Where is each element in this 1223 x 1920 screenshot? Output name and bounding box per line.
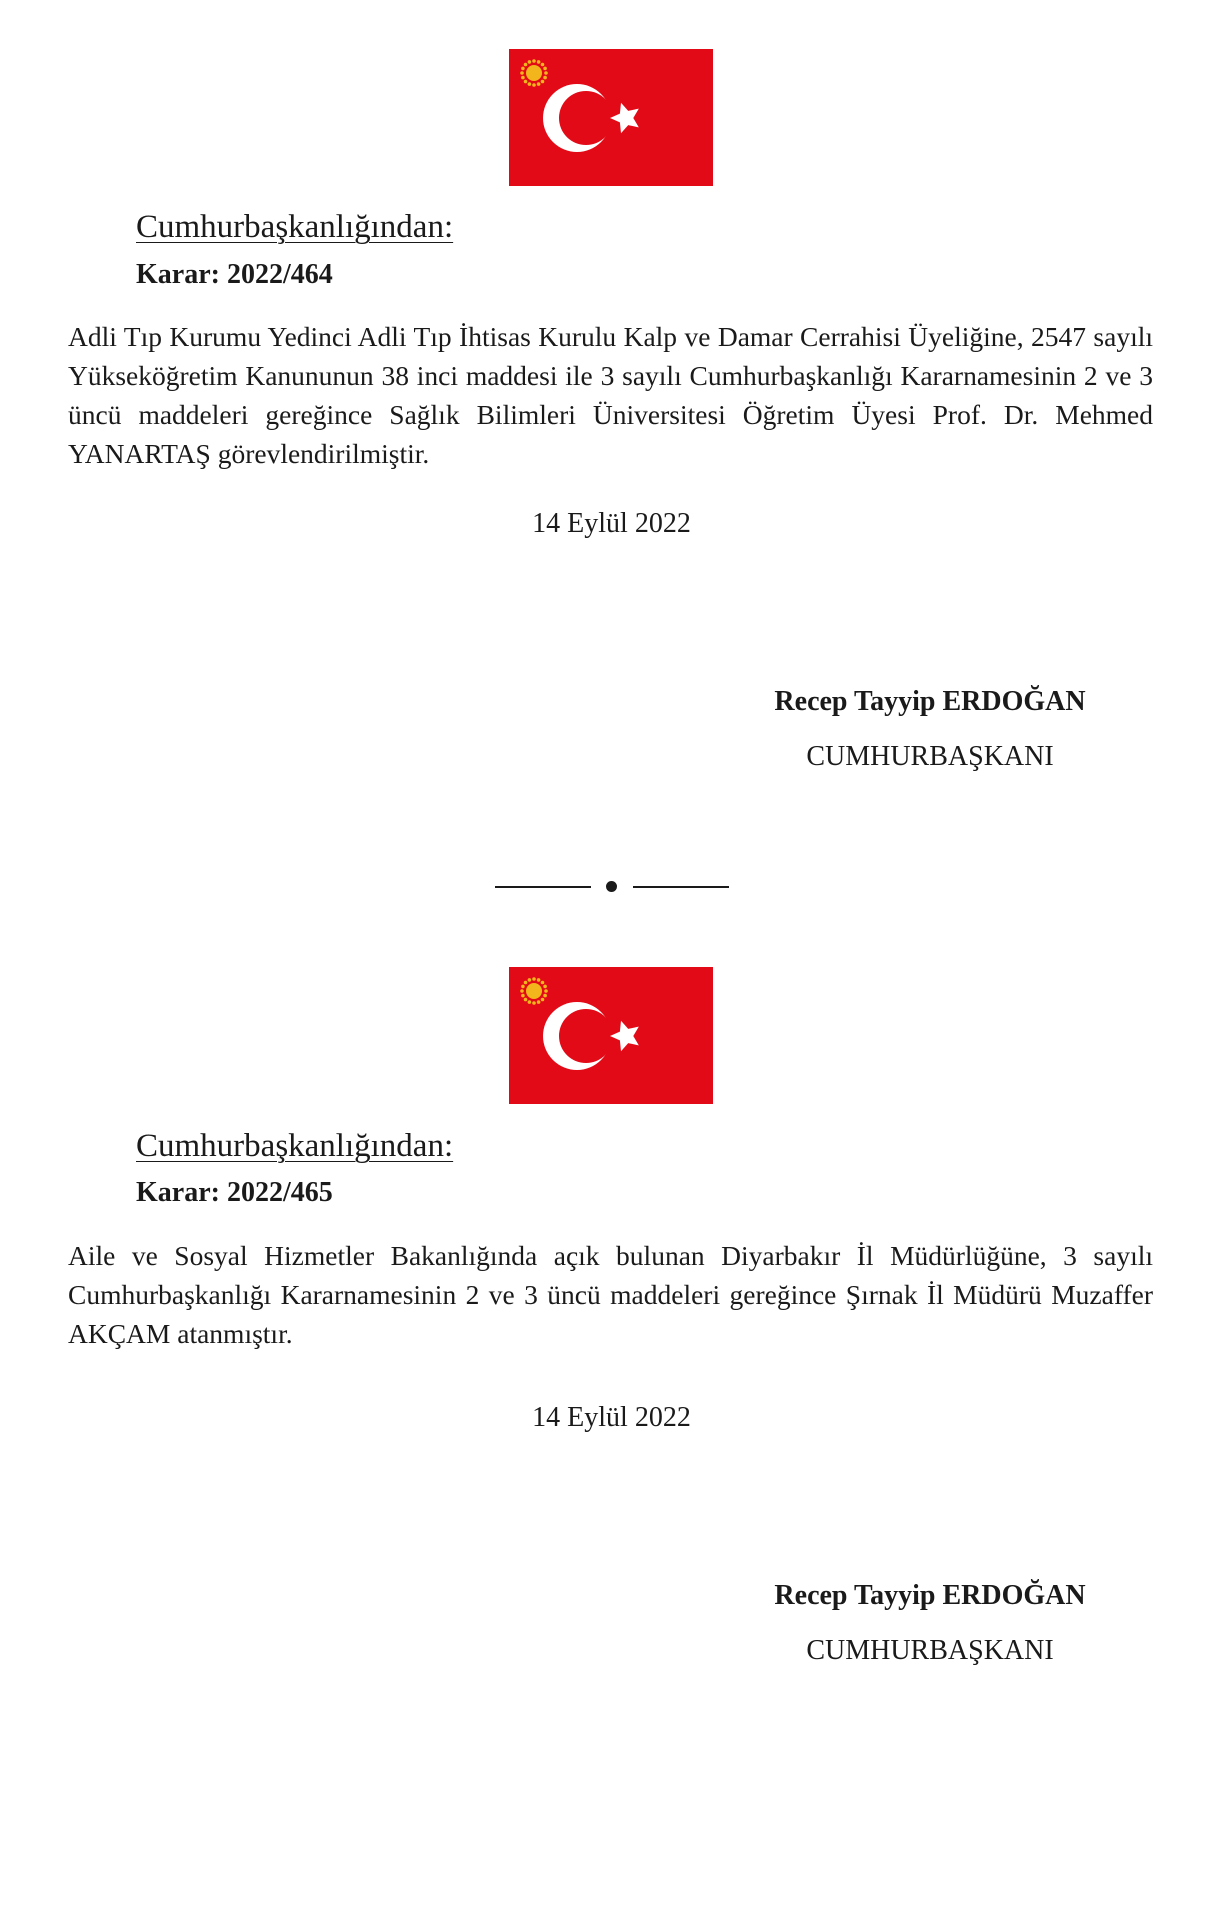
separator-line-right xyxy=(633,886,729,888)
emblem-star xyxy=(541,63,545,67)
emblem-star xyxy=(528,82,532,86)
emblem-star xyxy=(520,71,524,75)
emblem-star xyxy=(544,71,548,75)
separator-line-left xyxy=(495,886,591,888)
emblem-star xyxy=(528,978,532,982)
emblem-star xyxy=(541,80,545,84)
emblem-star xyxy=(537,978,541,982)
emblem-star xyxy=(537,60,541,64)
decision-date: 14 Eylül 2022 xyxy=(532,1402,691,1433)
signatory-title: CUMHURBAŞKANI xyxy=(806,741,1054,772)
emblem-star xyxy=(541,981,545,985)
emblem-star xyxy=(532,1001,536,1005)
emblem-star xyxy=(543,994,547,998)
emblem-star xyxy=(521,994,525,998)
emblem-star xyxy=(543,985,547,989)
emblem-star xyxy=(543,67,547,71)
emblem-star xyxy=(524,981,528,985)
emblem-star xyxy=(541,998,545,1002)
issuer-heading: Cumhurbaşkanlığından: xyxy=(136,1128,454,1164)
separator-dot xyxy=(606,881,617,892)
emblem-star xyxy=(524,80,528,84)
decision-number: Karar: 2022/464 xyxy=(136,259,333,290)
signatory-name: Recep Tayyip ERDOĞAN xyxy=(774,686,1086,717)
emblem-star xyxy=(521,985,525,989)
presidential-flag-icon xyxy=(509,49,713,186)
emblem-star xyxy=(532,83,536,87)
signatory-title: CUMHURBAŞKANI xyxy=(806,1635,1054,1666)
emblem-star xyxy=(544,989,548,993)
emblem-star xyxy=(524,998,528,1002)
presidential-flag-icon xyxy=(509,967,713,1104)
emblem-star xyxy=(532,59,536,63)
emblem-star xyxy=(521,67,525,71)
decision-body: Aile ve Sosyal Hizmetler Bakanlığında açık bulunan Diyarbakır İl Müdürlüğüne, 3 sayılı Cumhurbaşkanlığı Kararnamesinin 2 ve 3 üncü maddeleri gereğince Şırnak İl Müdürü Muzaffer AKÇAM atanmıştır. xyxy=(68,1240,1153,1349)
decision-number: Karar: 2022/465 xyxy=(136,1177,333,1208)
decision-date: 14 Eylül 2022 xyxy=(532,508,691,539)
emblem-star xyxy=(543,76,547,80)
emblem-star xyxy=(537,1000,541,1004)
emblem-star xyxy=(528,60,532,64)
signatory-name: Recep Tayyip ERDOĞAN xyxy=(774,1580,1086,1611)
emblem-star xyxy=(528,1000,532,1004)
emblem-star xyxy=(537,82,541,86)
emblem-star xyxy=(520,989,524,993)
emblem-star xyxy=(524,63,528,67)
issuer-heading: Cumhurbaşkanlığından: xyxy=(136,209,454,245)
decision-body: Adli Tıp Kurumu Yedinci Adli Tıp İhtisas Kurulu Kalp ve Damar Cerrahisi Üyeliğine, 2547 sayılı Yükseköğretim Kanununun 38 inci maddesi ile 3 sayılı Cumhurbaşkanlığı Kararnamesinin 2 ve 3 üncü maddeleri gereğince Sağlık Bilimleri Üniversitesi Öğretim Üyesi Prof. Dr. Mehmed YANARTAŞ görevlendirilmiştir. xyxy=(68,321,1153,469)
emblem-star xyxy=(521,76,525,80)
section-separator xyxy=(495,876,729,896)
emblem-star xyxy=(532,977,536,981)
